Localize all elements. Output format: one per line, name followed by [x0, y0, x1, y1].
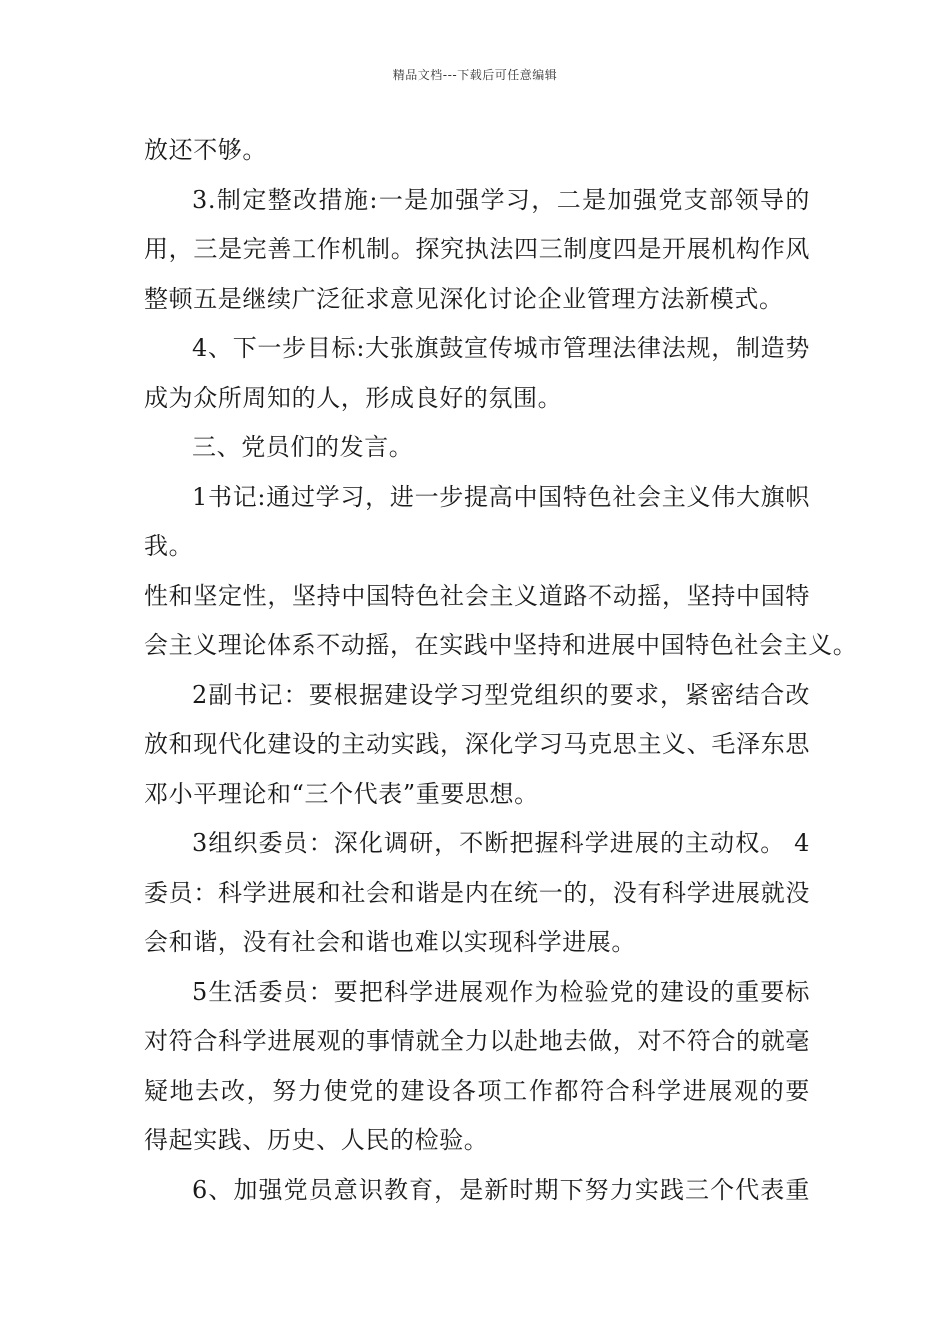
text-line: 6、加强党员意识教育，是新时期下努力实践三个代表重: [192, 1175, 810, 1204]
text-line: 会和谐，没有社会和谐也难以实现科学进展。: [144, 928, 636, 956]
text-line: 对符合科学进展观的事情就全力以赴地去做，对不符合的就毫: [144, 1027, 810, 1055]
text-line: 整顿五是继续广泛征求意见深化讨论企业管理方法新模式。: [144, 284, 784, 313]
text-line: 1书记:通过学习，进一步提高中国特色社会主义伟大旗帜: [192, 482, 810, 511]
document-body: [144, 126, 858, 1215]
text-line: 成为众所周知的人，形成良好的氛围。: [144, 383, 563, 412]
text-line: 邓小平理论和“三个代表”重要思想。: [144, 779, 539, 808]
section-heading: 三、党员们的发言。: [192, 433, 414, 461]
text-line: 4、下一步目标:大张旗鼓宣传城市管理法律法规，制造势: [192, 334, 810, 362]
text-line: 3.制定整改措施:一是加强学习，二是加强党支部领导的: [192, 185, 810, 214]
text-line: 3组织委员：深化调研，不断把握科学进展的主动权。 4: [192, 829, 810, 857]
text-line: 用，三是完善工作机制。探究执法四三制度四是开展机构作风: [144, 235, 810, 263]
page-header: 精品文档---下载后可任意编辑: [392, 68, 558, 82]
text-line: 2副书记：要根据建设学习型党组织的要求，紧密结合改: [192, 680, 810, 709]
text-line: 委员：科学进展和社会和谐是内在统一的，没有科学进展就没: [144, 878, 810, 907]
text-line: 5生活委员：要把科学进展观作为检验党的建设的重要标: [192, 977, 810, 1006]
text-line: 疑地去改，努力使党的建设各项工作都符合科学进展观的要: [144, 1076, 810, 1105]
text-line: 得起实践、历史、人民的检验。: [144, 1126, 489, 1154]
text-line: 我。: [144, 532, 194, 560]
text-line: 放还不够。: [144, 136, 267, 164]
text-line: 性和坚定性，坚持中国特色社会主义道路不动摇，坚持中国特: [144, 581, 810, 610]
text-line: 放和现代化建设的主动实践，深化学习马克思主义、毛泽东思: [144, 730, 810, 758]
text-line: 会主义理论体系不动摇，在实践中坚持和进展中国特色社会主义。: [144, 631, 858, 659]
